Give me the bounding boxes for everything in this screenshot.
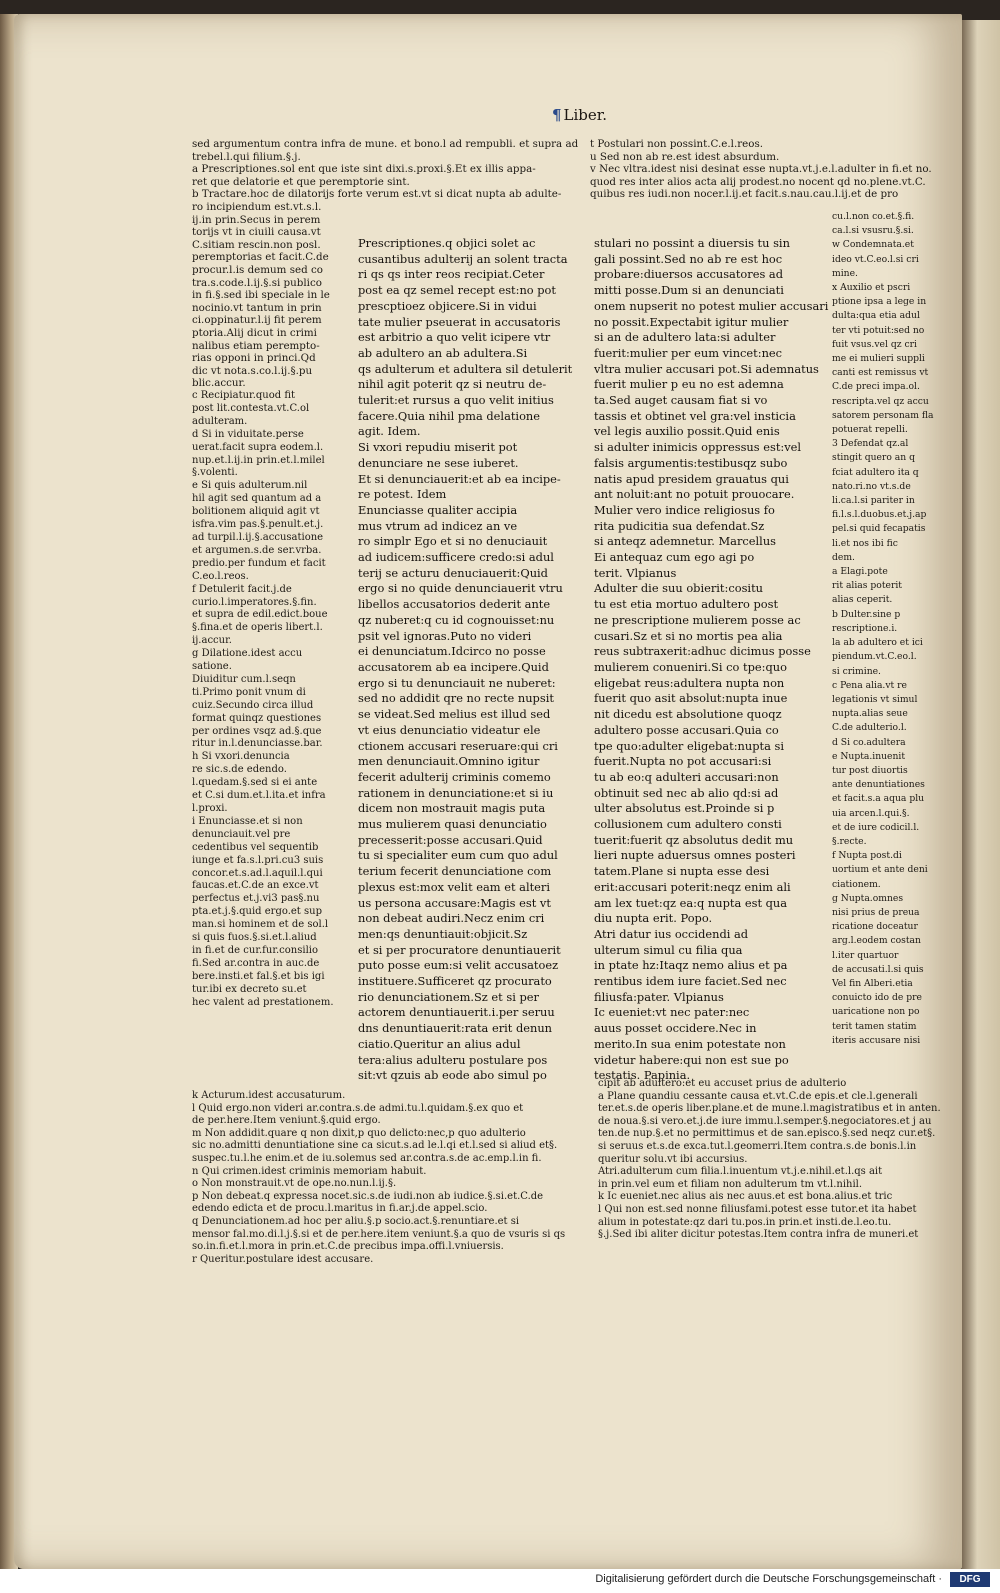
gloss-line: alias ceperit. (832, 594, 893, 606)
gloss-line: k Acturum.idest accusaturum. (192, 1090, 346, 1101)
gloss-line: §.fina.et de operis libert.l. (192, 622, 323, 634)
gloss-line: post lit.contesta.vt.C.ol (192, 402, 310, 414)
gloss-line: nup.et.l.ij.in prin.et.l.milel (192, 454, 325, 466)
text-line: collusionem cum adultero consti (594, 817, 782, 832)
gloss-line: k Ic eueniet.nec alius ais nec auus.et est bona.alius.et tric (598, 1191, 893, 1203)
gloss-line: ij.accur. (192, 635, 232, 647)
text-line: fuerit mulier p eu no est ademna (594, 377, 784, 392)
gloss-line: de accusati.l.si quis (832, 963, 924, 975)
gloss-line: nocinio.vt tantum in prin (192, 301, 322, 314)
text-line: eligebat reus:adultera nupta non (594, 675, 785, 690)
gloss-line: et supra de edil.edict.boue (192, 609, 328, 621)
gloss-line: et de iure codicil.l. (832, 821, 920, 833)
text-line: tulerit:et rursus a quo velit initius (358, 393, 554, 408)
gloss-line: man.si hominem et de sol.l (192, 919, 329, 931)
text-line: natis apud presidem grauatus qui (594, 471, 789, 486)
gloss-line: hil agit sed quantum ad a (192, 493, 322, 505)
text-line: cusantibus adulterij an solent tracta (358, 251, 568, 266)
header-title: Liber. (563, 106, 608, 124)
text-line: si anteqz ademnetur. Marcellus (594, 534, 777, 549)
gloss-line: d Si in viduitate.perse (192, 428, 304, 440)
gloss-line: ter vti potuit:sed no (832, 324, 925, 336)
text-line: merito.In sua enim potestate non (594, 1036, 786, 1051)
text-line: mus mulierem quasi denunciatio (358, 817, 547, 832)
gloss-line: in prin.vel eum et filiam non adulterum tm vt.l.nihil. (598, 1178, 863, 1190)
gloss-line: w Condemnata.et (832, 239, 914, 251)
gloss-line: isfra.vim pas.§.penult.et.j. (192, 519, 324, 531)
text-line: psit vel ignoras.Puto no videri (358, 628, 532, 643)
gloss-line: si quis fuos.§.si.et.l.aliud (192, 932, 317, 944)
gloss-line: satorem personam fla (832, 409, 934, 421)
text-line: mus vtrum ad indicez an ve (358, 518, 518, 533)
gloss-line: q Denunciationem.ad hoc per aliu.§.p socio.act.§.renuntiare.et si (192, 1215, 520, 1227)
gloss-line: cuiz.Secundo circa illud (192, 699, 314, 711)
gloss-line: f Detulerit facit.j.de (192, 583, 292, 595)
gloss-line: alium in potestate:qz dari tu.pos.in prin.et insti.de.l.eo.tu. (598, 1216, 892, 1228)
text-line: Ic eueniet:vt nec pater:nec (594, 1005, 750, 1020)
gloss-line: stingit quero an q (832, 452, 915, 464)
gloss-line: de per.here.Item veniunt.§.quid ergo. (192, 1115, 381, 1127)
gloss-line: cipit ab adultero:et eu accuset prius de adulterio (598, 1078, 847, 1089)
gloss-line: re sic.s.de edendo. (192, 764, 287, 776)
text-line: nihil agit poterit qz si neutru de- (358, 377, 547, 392)
text-line: sed no addidit qre no recte nupsit (358, 691, 554, 706)
gloss-line: trebel.l.qui filium.§.j. (192, 150, 301, 163)
gloss-line: C.eo.l.reos. (192, 570, 249, 582)
dfg-logo: DFG (950, 1572, 990, 1587)
gloss-line: u Sed non ab re.est idest absurdum. (590, 150, 780, 163)
text-line: si adulter inimicis oppressus est:vel (594, 440, 802, 455)
text-line: reus subtraxerit:adhuc dicimus posse (594, 644, 811, 659)
gloss-line: ptoria.Alij dicut in crimi (192, 326, 317, 339)
gloss-line: pel.si quid fecapatis (832, 523, 926, 535)
gloss-line: faucas.et.C.de an exce.vt (192, 880, 319, 892)
gloss-line: ten.de nup.§.et no permittimus et de san.episco.§.sed neqz cur.et§. (598, 1128, 936, 1140)
gloss-line: l.quedam.§.sed si ei ante (192, 777, 318, 789)
text-line: stulari no possint a diuersis tu sin (594, 236, 790, 250)
text-line: ant noluit:ant no potuit prouocare. (594, 487, 795, 502)
text-line: obtinuit sed nec ab alio qd:si ad (594, 785, 779, 800)
gloss-line: o Non monstrauit.vt de ope.no.nun.l.ij.§. (192, 1178, 397, 1190)
text-line: filiusfa:pater. Vlpianus (594, 989, 724, 1004)
gloss-line: de noua.§.si vero.et.j.de iure immu.l.semper.§.negociatores.et j au (598, 1115, 932, 1127)
text-line: mitti posse.Dum si an denunciati (594, 283, 784, 298)
gloss-line: t Postulari non possint.C.e.l.reos. (590, 138, 764, 150)
text-line: testatis. Papinia. (594, 1068, 691, 1083)
text-line: precesserit:posse accusari.Quid (358, 832, 543, 847)
gloss-line: rescriptione.i. (832, 622, 898, 634)
text-line: lieri nupte aduersus omnes posteri (594, 848, 796, 863)
text-line: Ei antequaz cum ego agi po (594, 550, 755, 565)
gloss-line: fciat adultero ita q (832, 466, 919, 478)
gloss-line: a Elagi.pote (832, 566, 888, 578)
gloss-line: C.de preci impa.ol. (832, 381, 920, 393)
gloss-line: g Nupta.omnes (832, 892, 904, 904)
gloss-line: ritur in.l.denunciasse.bar. (192, 738, 323, 750)
gloss-line: tur.ibi ex decreto su.et (192, 983, 307, 995)
gloss-line: nisi prius de preua (832, 906, 920, 918)
gloss-line: nalibus etiam perempto- (192, 339, 320, 352)
gloss-line: ter.et.s.de operis liber.plane.et de mune.l.magistratibus et in anten. (598, 1103, 941, 1115)
bottom-gloss-right (598, 1078, 958, 1242)
gloss-line: li.ca.l.si pariter in (832, 495, 915, 507)
gloss-line: et C.si dum.et.l.ita.et infra (192, 790, 326, 802)
text-line: ad iudicem:sufficere credo:si adul (358, 550, 554, 565)
text-line: terit. Vlpianus (594, 565, 677, 580)
text-line: rentibus idem iure faciet.Sed nec (594, 974, 787, 989)
text-line: mulierem conueniri.Si co tpe:quo (594, 659, 787, 674)
main-text-left-column (358, 236, 588, 1084)
text-line: se videat.Sed melius est illud sed (358, 707, 551, 722)
right-gloss-column (832, 210, 960, 1048)
gloss-line: ret que delatorie et que peremptorie sint. (192, 175, 410, 188)
gloss-line: in fi.et de cur.fur.consilio (192, 944, 318, 956)
text-line: ne prescriptione mulierem posse ac (594, 612, 801, 627)
text-line: est arbitrio a quo velit icipere vtr (358, 330, 551, 345)
text-line: qs adulterum et adultera sil detulerit (358, 361, 573, 376)
gloss-line: dulta:qua etia adul (832, 310, 920, 322)
text-line: re potest. Idem (358, 487, 447, 502)
text-line: tera:alius adulteru postulare pos (358, 1052, 548, 1067)
gloss-line: sic no.admitti denuntiatione sine ca sicut.s.ad le.l.qi et.l.sed si aliud et§. (192, 1140, 558, 1152)
gloss-line: ti.Primo ponit vnum di (192, 686, 306, 698)
gloss-line: e Si quis adulterum.nil (192, 480, 308, 492)
gloss-line: denunciauit.vel pre (192, 828, 291, 840)
gloss-line: bere.insti.et fal.§.et bis igi (192, 970, 325, 982)
text-line: gali possint.Sed no ab re est hoc (594, 251, 783, 266)
text-line: no possit.Expectabit igitur mulier (594, 314, 789, 329)
text-line: fuerit.Nupta no pot accusari:si (594, 754, 772, 769)
text-line: tu ab eo:q adulteri accusari:non (594, 769, 779, 784)
gloss-line: fi.l.s.l.duobus.et.j.ap (832, 509, 927, 521)
gloss-line: nupta.alias seue (832, 708, 908, 720)
gloss-line: uerat.facit supra eodem.l. (192, 441, 324, 453)
text-line: men:qs denuntiauit:objicit.Sz (358, 926, 528, 941)
gloss-line: quibus res iudi.non nocer.l.ij.et facit.s.nau.cau.l.ij.et de pro (590, 188, 899, 201)
gloss-line: Vel fin Alberi.etia (832, 977, 913, 989)
gloss-line: blic.accur. (192, 377, 246, 390)
gloss-line: pta.et.j.§.quid ergo.et sup (192, 906, 322, 918)
gloss-line: i Enunciasse.et si non (192, 815, 303, 827)
gloss-line: e Nupta.inuenit (832, 750, 906, 762)
text-line: auus posset occidere.Nec in (594, 1021, 757, 1036)
text-line: denunciare ne sese iuberet. (358, 455, 519, 470)
gloss-line: iteris accusare nisi (832, 1034, 921, 1046)
gloss-line: c Recipiatur.quod fit (192, 390, 296, 401)
gloss-line: §.volenti. (192, 467, 238, 479)
text-line: ciatio.Queritur an alius adul (358, 1036, 521, 1051)
text-line: Adulter die suu obierit:cositu (594, 581, 763, 596)
facing-page-edge (962, 20, 1000, 1569)
text-line: rio denunciationem.Sz et si per (358, 989, 539, 1004)
text-line: Mulier vero indice religiosus fo (594, 502, 775, 517)
gloss-line: predio.per fundum et facit (192, 557, 326, 569)
text-line: probare:diuersos accusatores ad (594, 267, 784, 282)
text-line: fuerit quo asit absolut:nupta inue (594, 691, 788, 706)
gloss-line: n Qui crimen.idest criminis memoriam habuit. (192, 1165, 427, 1177)
bottom-gloss-left (192, 1090, 592, 1266)
gloss-line: ca.l.si vsusru.§.si. (832, 225, 914, 237)
gloss-line: me ei mulieri suppli (832, 353, 925, 365)
gloss-line: peremptorias et facit.C.de (192, 251, 329, 264)
gloss-line: Atri.adulterum cum filia.l.inuentum vt.j.e.nihil.et.l.qs ait (598, 1166, 883, 1178)
gloss-line: tra.s.code.l.ij.§.si publico (192, 276, 322, 289)
text-line: accusatorem ab ea incipere.Quid (358, 659, 549, 674)
gloss-line: C.de adulterio.l. (832, 722, 907, 734)
text-line: rita pudicitia sua defendat.Sz (594, 518, 765, 533)
gloss-line: l Qui non est.sed nonne filiusfami.potest esse tutor.et ita habet (598, 1203, 917, 1215)
gloss-line: format quinqz questiones (192, 712, 322, 724)
text-line: vel legis auxilio possit.Quid enis (594, 424, 780, 439)
text-line: post ea qz semel recept est:no pot (358, 283, 556, 298)
gloss-line: et facit.s.a aqua plu (832, 793, 925, 805)
gloss-line: ci.oppinatur.l.ij fit perem (192, 314, 322, 327)
gloss-line: si crimine. (832, 665, 881, 677)
gloss-line: ij.in prin.Secus in perem (192, 213, 321, 226)
text-line: fuerit:mulier per eum vincet:nec (594, 345, 783, 360)
text-line: ta.Sed auget causam fiat si vo (594, 393, 768, 408)
gloss-line: l.iter quartuor (832, 949, 899, 961)
gloss-line: procur.l.is demum sed co (192, 263, 323, 276)
text-line: ri qs qs inter reos recipiat.Ceter (358, 267, 545, 282)
gloss-line: concor.et.s.ad.l.aquil.l.qui (192, 867, 323, 879)
text-line: terij se acturu denuciauerit:Quid (358, 565, 548, 580)
gloss-line: in fi.§.sed ibi speciale in le (192, 289, 330, 302)
text-line: facere.Quia nihil pma delatione (358, 408, 541, 423)
gloss-line: uia arcen.l.qui.§. (832, 807, 910, 819)
gloss-line: d Si co.adultera (832, 736, 906, 748)
text-line: prescptioez objicere.Si in vidui (358, 298, 537, 313)
text-line: agit. Idem. (358, 424, 421, 439)
footer-bar (0, 1569, 1000, 1593)
gloss-line: g Dilatione.idest accu (192, 648, 303, 660)
text-line: onem nupserit no potest mulier accusari (594, 298, 829, 313)
text-line: ergo si tu denunciauit ne nuberet: (358, 675, 556, 690)
gloss-line: suspec.tu.l.he enim.et de iu.solemus sed ar.contra.s.de ac.emp.l.in fi. (192, 1152, 542, 1164)
gloss-line: si seruus et.s.de exca.tut.l.geomerri.Item contra.s.de bonis.l.in (598, 1140, 917, 1152)
book-page (14, 14, 962, 1569)
gloss-line: mine. (832, 267, 858, 279)
gloss-line: arg.l.eodem costan (832, 935, 921, 947)
text-line: si an de adultero lata:si adulter (594, 330, 776, 345)
gloss-line: ro incipiendum est.vt.s.l. (192, 200, 322, 213)
text-line: ab adultero an ab adultera.Si (358, 345, 528, 360)
gloss-line: rit alias poterit (832, 580, 902, 592)
text-line: adultero posse accusari.Quia co (594, 722, 779, 737)
gloss-line: queritur solu.vt ibi accursius. (598, 1153, 748, 1165)
text-line: Si vxori repudiu miserit pot (358, 440, 518, 455)
gloss-line: §.j.Sed ibi aliter dicitur potestas.Item contra infra de muneri.et (598, 1229, 919, 1241)
gloss-line: a Prescriptiones.sol ent que iste sint dixi.s.proxi.§.Et ex illis appa- (192, 163, 536, 176)
gloss-line: ciationem. (832, 878, 881, 890)
gloss-line: mensor fal.mo.di.l.j.§.si et de per.here.item veniunt.§.a quo de vsuris si qs (192, 1228, 566, 1240)
paragraph-mark-icon: ¶ (552, 106, 562, 124)
gloss-line: b Tractare.hoc de dilatorijs forte verum est.vt si dicat nupta ab adulte- (192, 188, 562, 201)
text-line: am lex tuet:qz ea:q nupta est qua (594, 895, 788, 910)
text-line: falsis argumentis:testibusqz subo (594, 455, 788, 470)
text-line: puto posse eum:si velit accusatoez (358, 958, 559, 973)
text-line: tuerit:fuerit qz absolutus dedit mu (594, 832, 794, 847)
gloss-line: curio.l.imperatores.§.fin. (192, 596, 317, 608)
gloss-line: b Dulter.sine p (832, 608, 901, 620)
gloss-line: §.recte. (832, 835, 867, 847)
gloss-line: dem. (832, 551, 855, 563)
gloss-line: ideo vt.C.eo.l.si cri (832, 253, 919, 265)
text-line: ro simplr Ego et si no denuciauit (358, 534, 548, 549)
text-line: sit:vt qzuis ab eode abo simul po (358, 1068, 547, 1083)
text-line: non debeat audiri.Necz enim cri (358, 911, 545, 926)
running-header (552, 106, 607, 124)
text-line: tu si specialiter eum cum quo adul (358, 848, 558, 863)
gloss-line: torijs vt in ciuili causa.vt (192, 226, 321, 239)
gloss-line: ptione ipsa a lege in (832, 296, 927, 308)
gloss-line: legationis vt simul (832, 693, 918, 705)
text-line: actorem denuntiauerit.i.per seruu (358, 1005, 555, 1020)
text-line: tate mulier pseuerat in accusatoris (358, 314, 561, 329)
left-gloss-column (192, 390, 352, 1010)
text-line: Enunciasse qualiter accipia (358, 502, 518, 517)
gloss-line: rescripta.vel qz accu (832, 395, 929, 407)
text-line: videtur habere:qui non est sue po (594, 1052, 789, 1067)
gloss-line: so.in.fi.et.l.mora in prin.et.C.de precibus impa.offi.l.vniuersis. (192, 1241, 504, 1253)
gloss-line: fi.Sed ar.contra in auc.de (192, 957, 320, 969)
gloss-line: potuerat repelli. (832, 424, 908, 436)
text-line: dns denuntiauerit:rata erit denun (358, 1021, 553, 1036)
text-line: tassis et obtinet vel gra:vel insticia (594, 408, 796, 423)
gloss-line: C.sitiam rescin.non posl. (192, 238, 321, 251)
gloss-line: uortium et ante deni (832, 864, 928, 876)
text-line: rationem in denunciatione:et si iu (358, 785, 554, 800)
gloss-line: v Nec vltra.idest nisi desinat esse nupta.vt.j.e.l.adulter in fi.et no. (590, 163, 932, 176)
gloss-line: r Queritur.postulare idest accusare. (192, 1253, 374, 1265)
text-line: men denunciauit.Omnino igitur (358, 754, 540, 769)
text-line: us persona accusare:Magis est vt (358, 895, 551, 910)
gloss-line: f Nupta post.di (832, 850, 902, 862)
text-line: ei denunciatum.Idcirco no posse (358, 644, 546, 659)
gloss-line: x Auxilio et pscri (832, 282, 911, 294)
gloss-line: conuicto ido de pre (832, 992, 922, 1004)
gloss-line: Diuiditur cum.l.seqn (192, 673, 296, 685)
text-line: Prescriptiones.q objici solet ac (358, 236, 536, 250)
gloss-line: la ab adultero et ici (832, 637, 923, 649)
gloss-line: hec valent ad prestationem. (192, 996, 334, 1008)
gloss-line: p Non debeat.q expressa nocet.sic.s.de iudi.non ab iudice.§.si.et.C.de (192, 1190, 544, 1202)
gloss-line: 3 Defendat qz.al (832, 438, 909, 450)
text-line: in ptate hz:Itaqz nemo alius et pa (594, 958, 788, 973)
gloss-line: iunge et fa.s.l.pri.cu3 suis (192, 854, 324, 866)
text-line: diu nupta erit. Popo. (594, 911, 713, 926)
text-line: erit:accusari poterit:neqz enim ali (594, 879, 791, 894)
gloss-line: rias opponi in princi.Qd (192, 352, 316, 365)
gloss-line: dic vt nota.s.co.l.ij.§.pu (192, 364, 313, 377)
gloss-line: perfectus et.j.vi3 pas§.nu (192, 893, 320, 905)
text-line: terium fecerit denunciatione com (358, 864, 552, 879)
text-line: ergo si no quide denunciauerit vtru (358, 581, 563, 596)
gloss-line: ricatione doceatur (832, 921, 918, 933)
gloss-line: h Si vxori.denuncia (192, 751, 290, 763)
text-line: nit dicedu est absolutione quoqz (594, 707, 782, 722)
gloss-line: satione. (192, 661, 232, 673)
gloss-line: m Non addidit.quare q non dixit,p quo delicto:nec,p quo adulterio (192, 1127, 526, 1139)
gloss-line: quod res inter alios acta alij prodest.no nocent qd no.plene.vt.C. (590, 175, 926, 188)
top-gloss-right (590, 138, 960, 201)
gloss-line: cu.l.non co.et.§.fi. (832, 211, 915, 222)
text-line: et si per procuratore denuntiauerit (358, 942, 561, 957)
gloss-line: sed argumentum contra infra de mune. et bono.l ad rempubli. et supra ad (192, 138, 579, 150)
gloss-line: tur post diuortis (832, 764, 908, 776)
gloss-line: fuit vsus.vel qz cri (832, 338, 917, 350)
gloss-line: nato.ri.no vt.s.de (832, 480, 911, 492)
text-line: cusari.Sz et si no mortis pea alia (594, 628, 783, 643)
gloss-line: a Plane quandiu cessante causa et.vt.C.de epis.et cle.l.generali (598, 1090, 918, 1102)
gloss-line: c Pena alia.vt re (832, 679, 907, 691)
gloss-line: l.proxi. (192, 803, 228, 814)
gloss-line: l Quid ergo.non videri ar.contra.s.de admi.tu.l.quidam.§.ex quo et (192, 1102, 524, 1114)
gloss-line: edendo edicta et de procu.l.maritus in fi.ar.j.de appel.scio. (192, 1203, 488, 1215)
gloss-line: li.et nos ibi fic (832, 537, 898, 549)
text-line: vltra mulier accusari pot.Si ademnatus (594, 361, 819, 376)
text-line: plexus est:mox velit eam et alteri (358, 879, 551, 894)
gloss-line: ante denuntiationes (832, 779, 925, 791)
text-line: Atri datur ius occidendi ad (594, 926, 749, 941)
text-line: instituere.Sufficeret qz procurato (358, 974, 552, 989)
gloss-line: cedentibus vel sequentib (192, 841, 319, 853)
gloss-line: piendum.vt.C.eo.l. (832, 651, 917, 663)
text-line: Et si denunciauerit:et ab ea incipe- (358, 471, 561, 486)
text-line: qz nuberet:q cu id cognouisset:nu (358, 612, 555, 627)
text-line: tatem.Plane si nupta esse desi (594, 864, 770, 879)
text-line: tpe quo:adulter eligebat:nupta si (594, 738, 784, 753)
gloss-line: ad turpil.l.ij.§.accusatione (192, 531, 324, 543)
funding-credit: Digitalisierung gefördert durch die Deutsche Forschungsgemeinschaft · (595, 1573, 942, 1585)
gloss-line: terit tamen statim (832, 1020, 917, 1032)
text-line: dicem non mostrauit magis puta (358, 801, 546, 816)
gloss-line: adulteram. (192, 415, 248, 427)
gloss-line: uaricatione non po (832, 1006, 920, 1018)
text-line: ctionem accusari reseruare:qui cri (358, 738, 558, 753)
gloss-line: et argumen.s.de ser.vrba. (192, 544, 322, 556)
text-line: ulterum simul cu filia qua (594, 942, 743, 957)
text-line: fecerit adulterij criminis comemo (358, 769, 551, 784)
text-line: ulter absolutus est.Proinde si p (594, 801, 775, 816)
gloss-line: per ordines vsqz ad.§.que (192, 725, 322, 737)
gloss-line: canti est remissus vt (832, 367, 929, 379)
text-line: libellos accusatorios dederit ante (358, 597, 551, 612)
text-line: tu est etia mortuo adultero post (594, 597, 779, 612)
text-line: vt eius denunciatio videatur ele (358, 722, 541, 737)
gloss-line: bolitionem aliquid agit vt (192, 506, 320, 518)
